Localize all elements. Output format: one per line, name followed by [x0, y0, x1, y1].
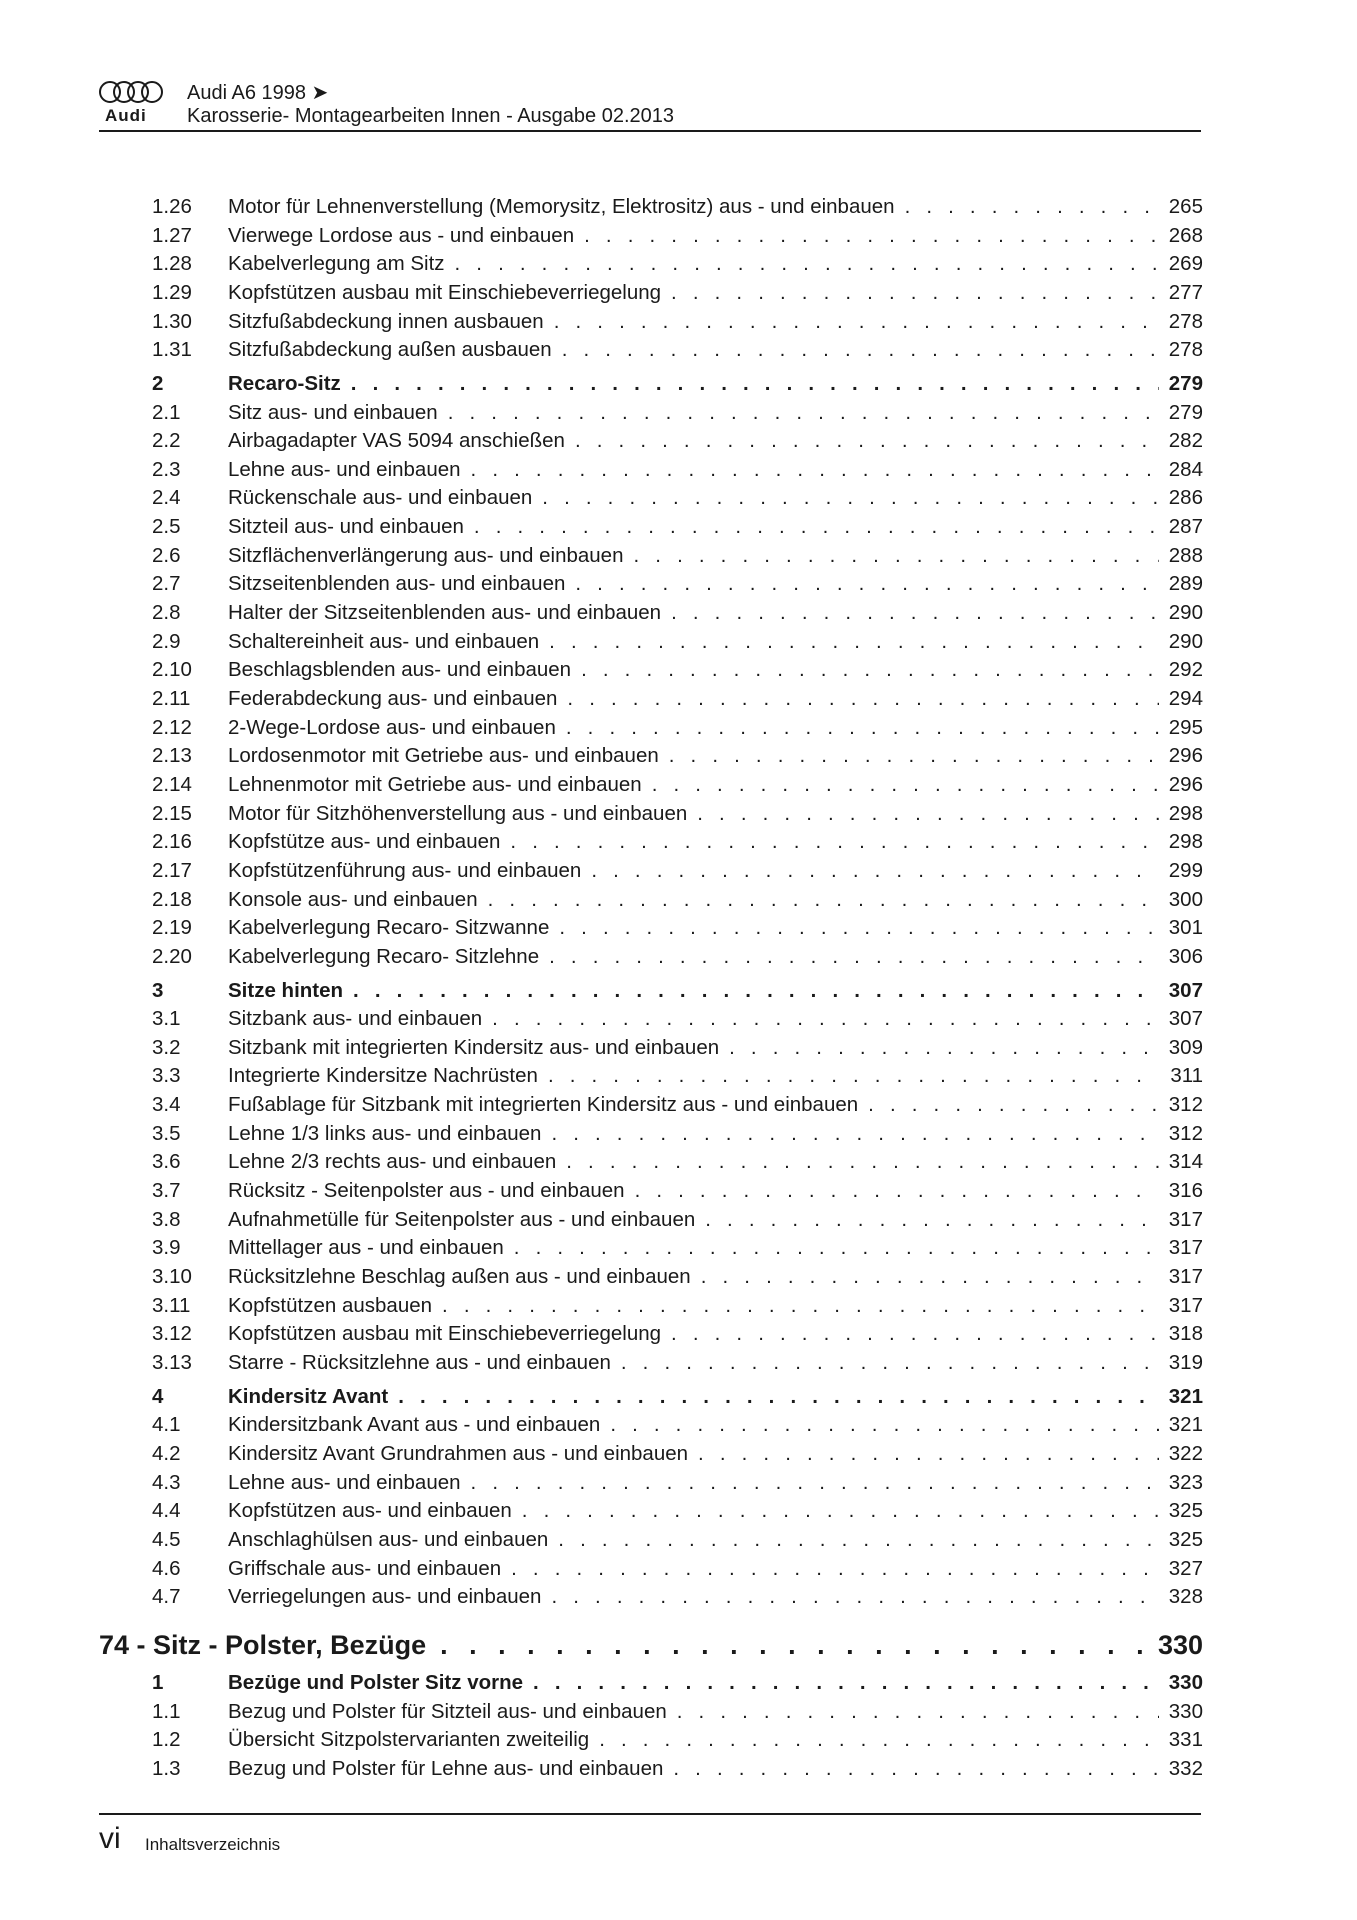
toc-dot-leader	[729, 1036, 1159, 1060]
toc-dot-leader	[510, 830, 1158, 854]
toc-entry-number: 1.30	[152, 310, 192, 333]
toc-entry[interactable]	[152, 1294, 1203, 1321]
toc-entry-page: 314	[1168, 1150, 1203, 1173]
toc-entry-page: 321	[1168, 1413, 1203, 1436]
toc-dot-leader	[455, 252, 1159, 276]
toc-entry-number: 2.1	[152, 401, 181, 424]
toc-entry-title: Kopfstützen ausbauen	[228, 1294, 433, 1317]
toc-entry-number: 3.11	[152, 1294, 191, 1317]
toc-entry-page: 295	[1168, 716, 1203, 739]
toc-entry-title: Kabelverlegung Recaro- Sitzwanne	[228, 916, 550, 939]
toc-entry[interactable]	[152, 1036, 1203, 1063]
toc-entry-title: Sitzbank mit integrierten Kindersitz aus- und einbauen	[228, 1036, 720, 1059]
toc-entry[interactable]	[152, 486, 1203, 513]
toc-entry-number: 2.6	[152, 544, 181, 567]
toc-entry-title: Übersicht Sitzpolstervarianten zweiteilig	[228, 1728, 590, 1751]
toc-entry-page: 318	[1168, 1322, 1203, 1345]
toc-entry-page: 312	[1168, 1093, 1203, 1116]
footer-page-number: vi	[99, 1822, 121, 1855]
toc-entry[interactable]	[152, 630, 1203, 657]
toc-section-heading[interactable]	[152, 979, 1203, 1006]
toc-entry-page: 286	[1168, 486, 1203, 509]
toc-dot-leader	[474, 515, 1159, 539]
toc-entry-number: 1.3	[152, 1757, 181, 1780]
toc-entry-title: Sitz aus- und einbauen	[228, 401, 438, 424]
toc-dot-leader	[566, 716, 1159, 740]
toc-section-heading[interactable]	[152, 372, 1203, 399]
toc-entry-title: Fußablage für Sitzbank mit integrierten Kindersitz aus - und einbauen	[228, 1093, 859, 1116]
toc-entry-page: 311	[1170, 1064, 1203, 1087]
toc-entry-number: 2.3	[152, 458, 181, 481]
toc-dot-leader	[471, 458, 1159, 482]
toc-entry-page: 287	[1168, 515, 1203, 538]
toc-entry-number: 1.1	[152, 1700, 181, 1723]
toc-entry-title: Kopfstützenführung aus- und einbauen	[228, 859, 582, 882]
toc-entry-number: 3.7	[152, 1179, 181, 1202]
toc-entry-number: 2.8	[152, 601, 181, 624]
toc-entry[interactable]	[152, 1413, 1203, 1440]
toc-chapter-heading[interactable]	[99, 1630, 1203, 1664]
toc-dot-leader	[558, 1528, 1159, 1552]
toc-entry-number: 2.11	[152, 687, 191, 710]
toc-entry[interactable]	[152, 515, 1203, 542]
toc-entry[interactable]	[152, 1064, 1203, 1091]
toc-entry[interactable]	[152, 687, 1203, 714]
toc-dot-leader	[442, 1294, 1159, 1318]
toc-entry-title: Federabdeckung aus- und einbauen	[228, 687, 558, 710]
toc-dot-leader	[514, 1236, 1159, 1260]
toc-dot-leader	[591, 859, 1158, 883]
toc-entry[interactable]	[152, 1557, 1203, 1584]
toc-dot-leader	[599, 1728, 1159, 1752]
toc-entry-title: Rücksitzlehne Beschlag außen aus - und einbauen	[228, 1265, 691, 1288]
toc-entry[interactable]	[152, 830, 1203, 857]
toc-dot-leader	[652, 773, 1159, 797]
toc-entry[interactable]	[152, 1499, 1203, 1526]
toc-dot-leader	[671, 1322, 1159, 1346]
toc-entry-number: 3	[152, 979, 164, 1002]
toc-entry-number: 4.4	[152, 1499, 181, 1522]
toc-entry-number: 1.29	[152, 281, 192, 304]
toc-entry-title: Aufnahmetülle für Seitenpolster aus - und einbauen	[228, 1208, 696, 1231]
toc-dot-leader	[673, 1757, 1158, 1781]
toc-entry-page: 284	[1168, 458, 1203, 481]
toc-entry-page: 290	[1168, 601, 1203, 624]
toc-entry-page: 325	[1168, 1528, 1203, 1551]
toc-dot-leader	[677, 1700, 1159, 1724]
toc-entry-page: 322	[1168, 1442, 1203, 1465]
toc-entry-number: 2.4	[152, 486, 181, 509]
toc-entry-number: 1.26	[152, 195, 192, 218]
toc-entry-page: 307	[1168, 979, 1203, 1002]
toc-entry-page: 265	[1168, 195, 1203, 218]
toc-dot-leader	[440, 1630, 1150, 1661]
toc-entry-title: Rückenschale aus- und einbauen	[228, 486, 533, 509]
toc-entry-page: 319	[1168, 1351, 1203, 1374]
toc-entry-page: 317	[1168, 1294, 1203, 1317]
toc-entry-page: 325	[1168, 1499, 1203, 1522]
toc-entry-title: Kabelverlegung Recaro- Sitzlehne	[228, 945, 540, 968]
toc-dot-leader	[584, 224, 1159, 248]
toc-entry-title: Kopfstützen ausbau mit Einschiebeverriegelung	[228, 281, 662, 304]
toc-entry-page: 290	[1168, 630, 1203, 653]
toc-entry-title: Motor für Sitzhöhenverstellung aus - und einbauen	[228, 802, 688, 825]
toc-entry-page: 321	[1168, 1385, 1203, 1408]
toc-entry-number: 1	[152, 1671, 164, 1694]
toc-entry[interactable]	[152, 658, 1203, 685]
toc-entry-number: 2.15	[152, 802, 192, 825]
toc-entry[interactable]	[152, 1700, 1203, 1727]
toc-dot-leader	[671, 281, 1159, 305]
toc-entry-number: 4.3	[152, 1471, 181, 1494]
toc-entry-page: 296	[1168, 744, 1203, 767]
toc-entry-number: 2.20	[152, 945, 192, 968]
chapter-page: 330	[1157, 1630, 1203, 1660]
toc-entry-number: 4.2	[152, 1442, 181, 1465]
toc-dot-leader	[533, 1671, 1159, 1695]
toc-dot-leader	[671, 601, 1159, 625]
toc-entry[interactable]	[152, 945, 1203, 972]
toc-entry-number: 2.10	[152, 658, 192, 681]
toc-entry-number: 3.9	[152, 1236, 181, 1259]
toc-entry-page: 289	[1168, 572, 1203, 595]
toc-dot-leader	[575, 429, 1159, 453]
toc-dot-leader	[697, 802, 1159, 826]
toc-entry-title: Griffschale aus- und einbauen	[228, 1557, 502, 1580]
toc-entry-number: 3.12	[152, 1322, 192, 1345]
toc-dot-leader	[698, 1442, 1159, 1466]
footer-rule	[99, 1813, 1201, 1815]
toc-entry-page: 278	[1168, 310, 1203, 333]
toc-entry-number: 2.12	[152, 716, 192, 739]
toc-dot-leader	[548, 1064, 1160, 1088]
toc-entry-number: 3.4	[152, 1093, 181, 1116]
toc-entry-number: 2.13	[152, 744, 192, 767]
toc-dot-leader	[488, 888, 1159, 912]
toc-entry-page: 323	[1168, 1471, 1203, 1494]
toc-entry-title: Airbagadapter VAS 5094 anschießen	[228, 429, 565, 452]
toc-dot-leader	[542, 486, 1158, 510]
toc-section-heading[interactable]	[152, 1671, 1203, 1698]
toc-dot-leader	[551, 1585, 1158, 1609]
toc-entry-page: 306	[1168, 945, 1203, 968]
toc-dot-leader	[471, 1471, 1159, 1495]
toc-entry-number: 3.6	[152, 1150, 181, 1173]
toc-entry-number: 2.7	[152, 572, 181, 595]
toc-entry-number: 1.31	[152, 338, 192, 361]
toc-entry-page: 298	[1168, 802, 1203, 825]
toc-dot-leader	[554, 310, 1159, 334]
toc-dot-leader	[581, 658, 1159, 682]
toc-entry-page: 327	[1168, 1557, 1203, 1580]
toc-entry-number: 2.14	[152, 773, 192, 796]
toc-entry-title: Verriegelungen aus- und einbauen	[228, 1585, 542, 1608]
toc-entry-number: 2.18	[152, 888, 192, 911]
toc-entry-title: Schaltereinheit aus- und einbauen	[228, 630, 540, 653]
toc-entry-page: 300	[1168, 888, 1203, 911]
toc-entry[interactable]	[152, 310, 1203, 337]
toc-entry[interactable]	[152, 1150, 1203, 1177]
toc-entry-title: Lehne 2/3 rechts aus- und einbauen	[228, 1150, 557, 1173]
toc-entry[interactable]	[152, 1179, 1203, 1206]
toc-dot-leader	[621, 1351, 1159, 1375]
toc-entry-page: 296	[1168, 773, 1203, 796]
toc-entry-page: 316	[1168, 1179, 1203, 1202]
toc-entry[interactable]	[152, 601, 1203, 628]
toc-entry-title: Sitzfußabdeckung innen ausbauen	[228, 310, 544, 333]
toc-entry-number: 3.3	[152, 1064, 181, 1087]
toc-entry[interactable]	[152, 1442, 1203, 1469]
toc-entry-title: Integrierte Kindersitze Nachrüsten	[228, 1064, 538, 1087]
toc-entry[interactable]	[152, 1007, 1203, 1034]
toc-entry-number: 3.1	[152, 1007, 181, 1030]
toc-dot-leader	[669, 744, 1159, 768]
toc-dot-leader	[868, 1093, 1159, 1117]
toc-entry-number: 3.8	[152, 1208, 181, 1231]
toc-entry[interactable]	[152, 401, 1203, 428]
toc-dot-leader	[559, 916, 1158, 940]
toc-entry-title: Motor für Lehnenverstellung (Memorysitz, Elektrositz) aus - und einbauen	[228, 195, 895, 218]
toc-entry-title: Beschlagsblenden aus- und einbauen	[228, 658, 572, 681]
toc-entry-page: 279	[1168, 372, 1203, 395]
toc-entry-number: 2.5	[152, 515, 181, 538]
toc-entry-page: 307	[1168, 1007, 1203, 1030]
toc-entry[interactable]	[152, 1093, 1203, 1120]
toc-entry-page: 299	[1168, 859, 1203, 882]
toc-dot-leader	[562, 338, 1159, 362]
toc-dot-leader	[353, 979, 1159, 1003]
toc-entry-title: Lordosenmotor mit Getriebe aus- und einbauen	[228, 744, 659, 767]
toc-entry-page: 332	[1168, 1757, 1203, 1780]
toc-entry-title: Mittellager aus - und einbauen	[228, 1236, 504, 1259]
toc-entry-number: 4.6	[152, 1557, 181, 1580]
toc-entry-title: Bezug und Polster für Sitzteil aus- und einbauen	[228, 1700, 667, 1723]
toc-dot-leader	[448, 401, 1159, 425]
toc-entry-page: 298	[1168, 830, 1203, 853]
toc-entry-title: Sitzseitenblenden aus- und einbauen	[228, 572, 566, 595]
toc-entry[interactable]	[152, 1351, 1203, 1378]
toc-entry-title: Kopfstütze aus- und einbauen	[228, 830, 501, 853]
toc-entry-number: 1.2	[152, 1728, 181, 1751]
toc-entry-number: 2.17	[152, 859, 192, 882]
toc-entry-number: 1.27	[152, 224, 192, 247]
toc-entry[interactable]	[152, 572, 1203, 599]
toc-entry-number: 4	[152, 1385, 164, 1408]
toc-entry-page: 279	[1168, 401, 1203, 424]
toc-entry[interactable]	[152, 716, 1203, 743]
toc-dot-leader	[551, 1122, 1158, 1146]
toc-entry-page: 277	[1168, 281, 1203, 304]
toc-entry[interactable]	[152, 888, 1203, 915]
toc-entry-title: Vierwege Lordose aus - und einbauen	[228, 224, 575, 247]
toc-entry-page: 268	[1168, 224, 1203, 247]
toc-entry-page: 292	[1168, 658, 1203, 681]
toc-entry-title: 2-Wege-Lordose aus- und einbauen	[228, 716, 556, 739]
toc-dot-leader	[398, 1385, 1159, 1409]
toc-entry-number: 1.28	[152, 252, 192, 275]
toc-dot-leader	[549, 945, 1159, 969]
toc-entry-title: Lehnenmotor mit Getriebe aus- und einbauen	[228, 773, 642, 796]
toc-dot-leader	[351, 372, 1159, 396]
toc-entry[interactable]	[152, 1122, 1203, 1149]
toc-entry-title: Sitzbank aus- und einbauen	[228, 1007, 483, 1030]
toc-entry-page: 330	[1168, 1671, 1203, 1694]
toc-entry-page: 317	[1168, 1265, 1203, 1288]
toc-entry[interactable]	[152, 916, 1203, 943]
toc-entry-title: Lehne aus- und einbauen	[228, 458, 461, 481]
toc-entry-title: Kopfstützen aus- und einbauen	[228, 1499, 512, 1522]
toc-entry-title: Halter der Sitzseitenblenden aus- und einbauen	[228, 601, 662, 624]
toc-entry-page: 328	[1168, 1585, 1203, 1608]
audi-rings-icon	[99, 80, 163, 102]
toc-entry-title: Starre - Rücksitzlehne aus - und einbauen	[228, 1351, 611, 1374]
toc-entry[interactable]	[152, 744, 1203, 771]
toc-entry-number: 2.2	[152, 429, 181, 452]
toc-entry[interactable]	[152, 859, 1203, 886]
toc-entry-page: 288	[1168, 544, 1203, 567]
toc-entry-title: Sitzflächenverlängerung aus- und einbauen	[228, 544, 624, 567]
toc-dot-leader	[567, 687, 1158, 711]
toc-entry[interactable]	[152, 1528, 1203, 1555]
toc-entry-title: Sitze hinten	[228, 979, 344, 1002]
audi-wordmark: Audi	[105, 106, 147, 125]
toc-entry-title: Kindersitz Avant Grundrahmen aus - und einbauen	[228, 1442, 689, 1465]
toc-entry[interactable]	[152, 1471, 1203, 1498]
toc-entry-page: 278	[1168, 338, 1203, 361]
header-model: Audi A6 1998 ➤	[187, 82, 329, 104]
toc-entry[interactable]	[152, 802, 1203, 829]
toc-entry-title: Lehne aus- und einbauen	[228, 1471, 461, 1494]
toc-entry[interactable]	[152, 1236, 1203, 1263]
toc-entry[interactable]	[152, 544, 1203, 571]
toc-entry-title: Bezug und Polster für Lehne aus- und einbauen	[228, 1757, 664, 1780]
toc-entry-title: Rücksitz - Seitenpolster aus - und einbauen	[228, 1179, 625, 1202]
toc-entry[interactable]	[152, 1585, 1203, 1612]
page-header	[99, 78, 1201, 130]
toc-dot-leader	[633, 544, 1158, 568]
toc-entry-page: 330	[1168, 1700, 1203, 1723]
toc-entry[interactable]	[152, 1322, 1203, 1349]
toc-entry-title: Kopfstützen ausbau mit Einschiebeverriegelung	[228, 1322, 662, 1345]
toc-dot-leader	[575, 572, 1158, 596]
header-rule	[99, 130, 1201, 132]
toc-entry[interactable]	[152, 1728, 1203, 1755]
toc-dot-leader	[610, 1413, 1158, 1437]
toc-entry-title: Kabelverlegung am Sitz	[228, 252, 445, 275]
toc-entry-page: 312	[1168, 1122, 1203, 1145]
toc-dot-leader	[566, 1150, 1159, 1174]
toc-entry-title: Sitzfußabdeckung außen ausbauen	[228, 338, 552, 361]
toc-dot-leader	[522, 1499, 1159, 1523]
toc-entry[interactable]	[152, 338, 1203, 365]
toc-entry[interactable]	[152, 429, 1203, 456]
toc-entry-page: 269	[1168, 252, 1203, 275]
toc-entry-number: 2.9	[152, 630, 181, 653]
toc-entry[interactable]	[152, 281, 1203, 308]
toc-entry[interactable]	[152, 773, 1203, 800]
toc-entry-page: 317	[1168, 1208, 1203, 1231]
audi-logo	[99, 80, 167, 126]
toc-entry-title: Kindersitz Avant	[228, 1385, 389, 1408]
toc-entry-number: 2.16	[152, 830, 192, 853]
toc-entry[interactable]	[152, 252, 1203, 279]
toc-entry-page: 294	[1168, 687, 1203, 710]
toc-dot-leader	[701, 1265, 1159, 1289]
toc-entry-title: Anschlaghülsen aus- und einbauen	[228, 1528, 549, 1551]
toc-entry-number: 3.10	[152, 1265, 192, 1288]
toc-entry-page: 317	[1168, 1236, 1203, 1259]
toc-entry-page: 331	[1168, 1728, 1203, 1751]
toc-entry[interactable]	[152, 224, 1203, 251]
toc-dot-leader	[635, 1179, 1159, 1203]
toc-entry-number: 4.5	[152, 1528, 181, 1551]
toc-entry-page: 301	[1168, 916, 1203, 939]
toc-entry-title: Sitzteil aus- und einbauen	[228, 515, 464, 538]
toc-entry-title: Konsole aus- und einbauen	[228, 888, 478, 911]
toc-entry[interactable]	[152, 195, 1203, 222]
toc-entry-title: Kindersitzbank Avant aus - und einbauen	[228, 1413, 601, 1436]
toc-dot-leader	[549, 630, 1159, 654]
toc-dot-leader	[511, 1557, 1159, 1581]
toc-entry-number: 2.19	[152, 916, 192, 939]
toc-dot-leader	[905, 195, 1159, 219]
toc-entry[interactable]	[152, 1757, 1203, 1784]
toc-entry-title: Lehne 1/3 links aus- und einbauen	[228, 1122, 542, 1145]
toc-entry-page: 309	[1168, 1036, 1203, 1059]
toc-entry-page: 282	[1168, 429, 1203, 452]
footer-label: Inhaltsverzeichnis	[145, 1835, 281, 1854]
toc-entry-title: Recaro-Sitz	[228, 372, 341, 395]
toc-entry-number: 3.5	[152, 1122, 181, 1145]
toc-section-heading[interactable]	[152, 1385, 1203, 1412]
toc-entry-number: 2	[152, 372, 164, 395]
toc-entry-number: 4.1	[152, 1413, 181, 1436]
toc-entry-number: 3.2	[152, 1036, 181, 1059]
toc-dot-leader	[492, 1007, 1159, 1031]
toc-entry[interactable]	[152, 1208, 1203, 1235]
toc-dot-leader	[705, 1208, 1159, 1232]
chapter-title: 74 - Sitz - Polster, Bezüge	[99, 1630, 427, 1660]
toc-entry[interactable]	[152, 1265, 1203, 1292]
toc-entry-title: Bezüge und Polster Sitz vorne	[228, 1671, 524, 1694]
toc-entry[interactable]	[152, 458, 1203, 485]
toc-entry-number: 4.7	[152, 1585, 181, 1608]
toc-entry-number: 3.13	[152, 1351, 192, 1374]
header-title: Karosserie- Montagearbeiten Innen - Ausgabe 02.2013	[187, 105, 675, 127]
